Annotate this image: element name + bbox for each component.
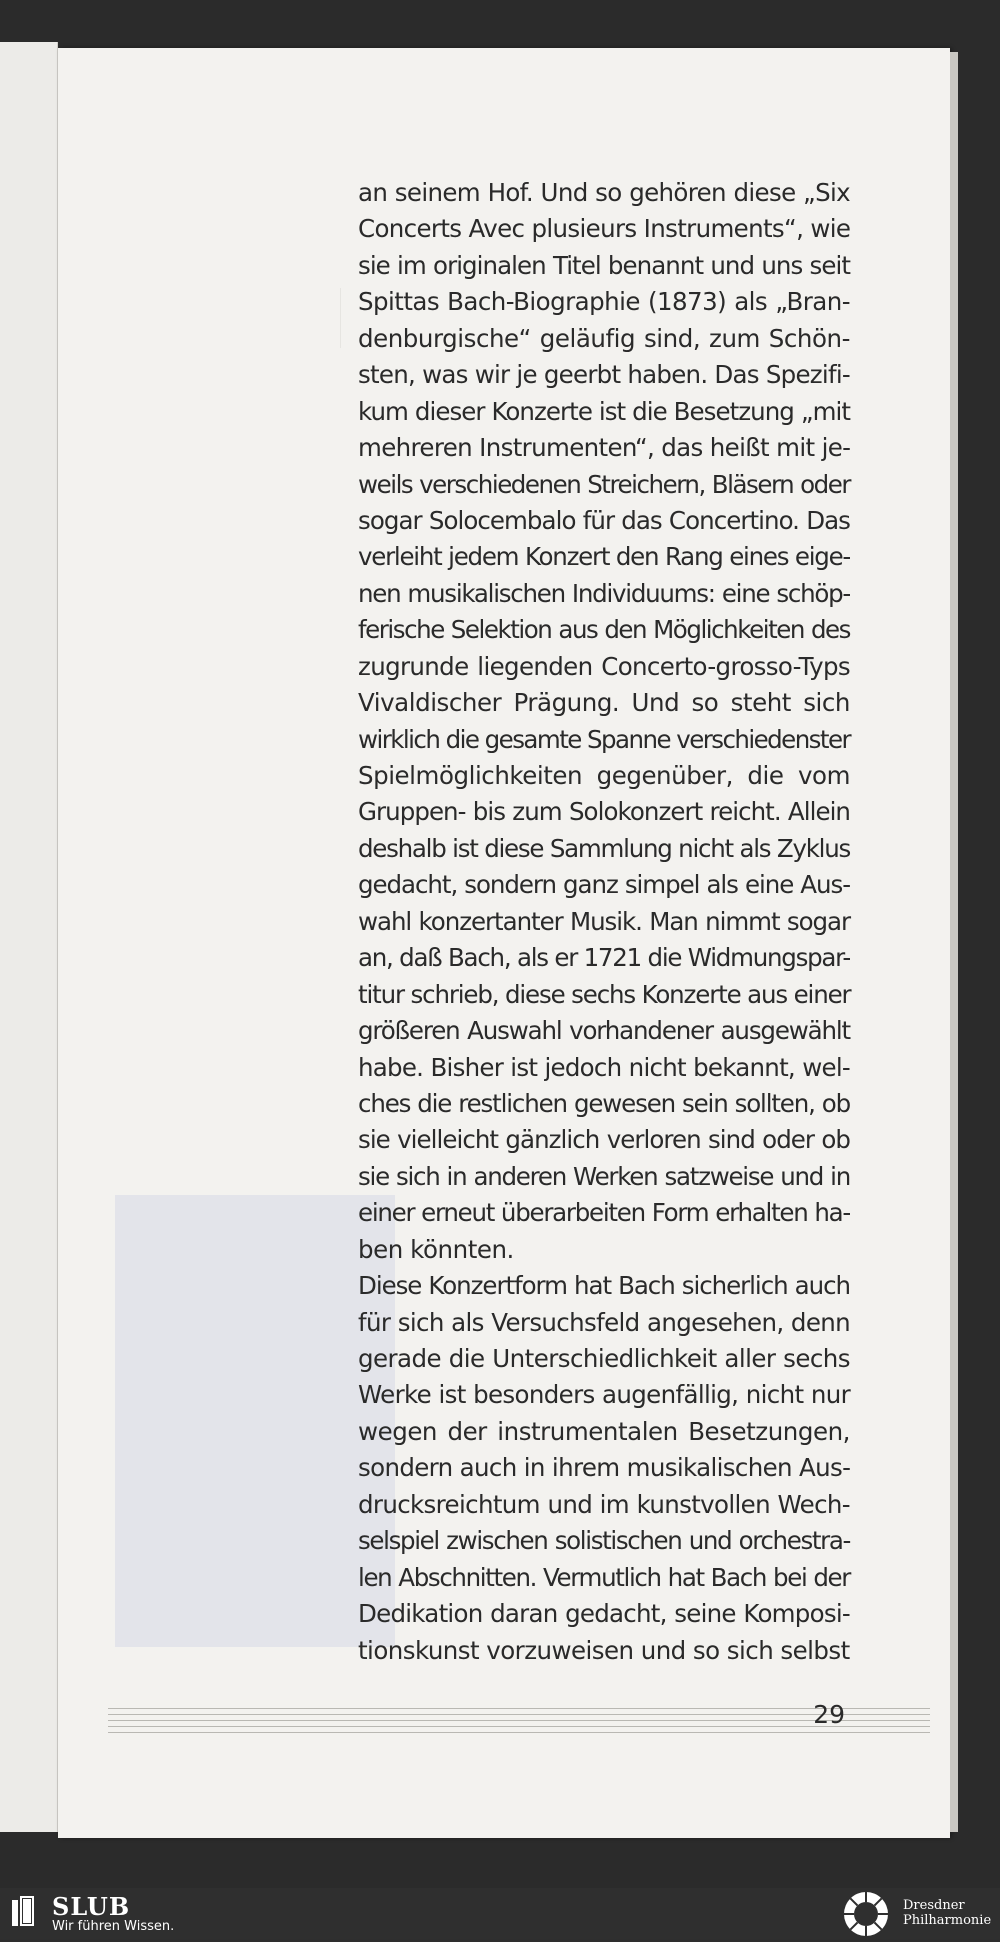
text-line: habe. Bisher ist jedoch nicht bekannt, wel- [358, 1052, 850, 1082]
text-line: wahl konzertanter Musik. Man nimmt sogar [358, 906, 850, 936]
text-line: Diese Konzertform hat Bach sicherlich auch [358, 1271, 850, 1301]
text-line: sie im originalen Titel benannt und uns seit [358, 250, 850, 280]
text-line: zugrunde liegenden Concerto-grosso-Typs [358, 651, 850, 681]
text-line: für sich als Versuchsfeld angesehen, denn [358, 1307, 850, 1337]
text-line: Spielmöglichkeiten gegenüber, die vom [358, 761, 850, 790]
left-page-edge [0, 42, 58, 1832]
show-through-box [115, 1195, 395, 1647]
text-line: Concerts Avec plusieurs Instruments“, wie [358, 214, 851, 244]
text-line: an, daß Bach, als er 1721 die Widmungspar- [358, 943, 850, 973]
text-line: denburgische“ geläufig sind, zum Schön- [358, 323, 850, 353]
text-line: gedacht, sondern ganz simpel als eine Aus- [358, 870, 850, 900]
text-line: gerade die Unterschiedlichkeit aller sechs [358, 1344, 850, 1373]
text-line: an seinem Hof. Und so gehören diese „Six [358, 178, 850, 207]
text-line: verleiht jedem Konzert den Rang eines eige- [358, 542, 850, 572]
text-line: deshalb ist diese Sammlung nicht als Zyklus [358, 833, 850, 863]
page-edge-shadow [950, 52, 958, 1832]
text-line: mehreren Instrumenten“, das heißt mit je- [358, 433, 851, 463]
show-through-margin [150, 288, 341, 348]
partner-name-line-1: Dresdner [903, 1898, 965, 1913]
library-tagline: Wir führen Wissen. [52, 1919, 175, 1934]
viewer-footer [0, 1888, 1000, 1939]
text-line: weils verschiedenen Streichern, Bläsern oder [358, 469, 850, 499]
text-line: nen musikalischen Individuums: eine schöp- [358, 578, 850, 608]
text-line: sondern auch in ihrem musikalischen Aus- [358, 1453, 851, 1483]
text-line: ches die restlichen gewesen sein sollten, ob [358, 1088, 850, 1118]
text-line: Gruppen- bis zum Solokonzert reicht. Allein [358, 797, 850, 827]
page-number: 29 [813, 1700, 845, 1729]
text-line: drucksreichtum und im kunstvollen Wech- [358, 1489, 850, 1519]
text-line: sogar Solocembalo für das Concertino. Das [358, 505, 850, 535]
body-text [358, 175, 850, 1669]
slub-logo-icon[interactable] [12, 1896, 42, 1930]
text-line: Vivaldischer Prägung. Und so steht sich [358, 688, 850, 718]
library-name[interactable]: SLUB [52, 1892, 131, 1921]
partner-name [903, 1898, 991, 1928]
text-line: len Abschnitten. Vermutlich hat Bach bei der [358, 1562, 850, 1592]
text-line: wegen der instrumentalen Besetzungen, [358, 1416, 850, 1446]
text-line: Werke ist besonders augenfällig, nicht nur [358, 1380, 850, 1410]
text-line: titur schrieb, diese sechs Konzerte aus einer [358, 979, 851, 1009]
text-line: sten, was wir je geerbt haben. Das Spezifi- [358, 360, 850, 390]
text-line: größeren Auswahl vorhandener ausgewählt [358, 1016, 850, 1046]
text-line: Spittas Bach-Biographie (1873) als „Bran- [358, 287, 850, 317]
text-line: wirklich die gesamte Spanne verschiedenster [358, 724, 850, 754]
text-line: selspiel zwischen solistischen und orchestra- [358, 1526, 850, 1556]
text-line: sie sich in anderen Werken satzweise und in [358, 1161, 850, 1191]
text-line: kum dieser Konzerte ist die Besetzung „mit [358, 396, 850, 426]
partner-name-line-2: Philharmonie [903, 1913, 992, 1928]
text-line: Dedikation daran gedacht, seine Komposi- [358, 1599, 850, 1629]
text-line: tionskunst vorzuweisen und so sich selbst [358, 1635, 850, 1665]
text-line: einer erneut überarbeiten Form erhalten ha- [358, 1198, 850, 1228]
dresdner-philharmonie-logo-icon[interactable] [842, 1890, 890, 1938]
text-line: ferische Selektion aus den Möglichkeiten des [358, 615, 850, 645]
text-line: ben könnten. [358, 1234, 514, 1264]
text-line: sie vielleicht gänzlich verloren sind oder ob [358, 1125, 850, 1155]
